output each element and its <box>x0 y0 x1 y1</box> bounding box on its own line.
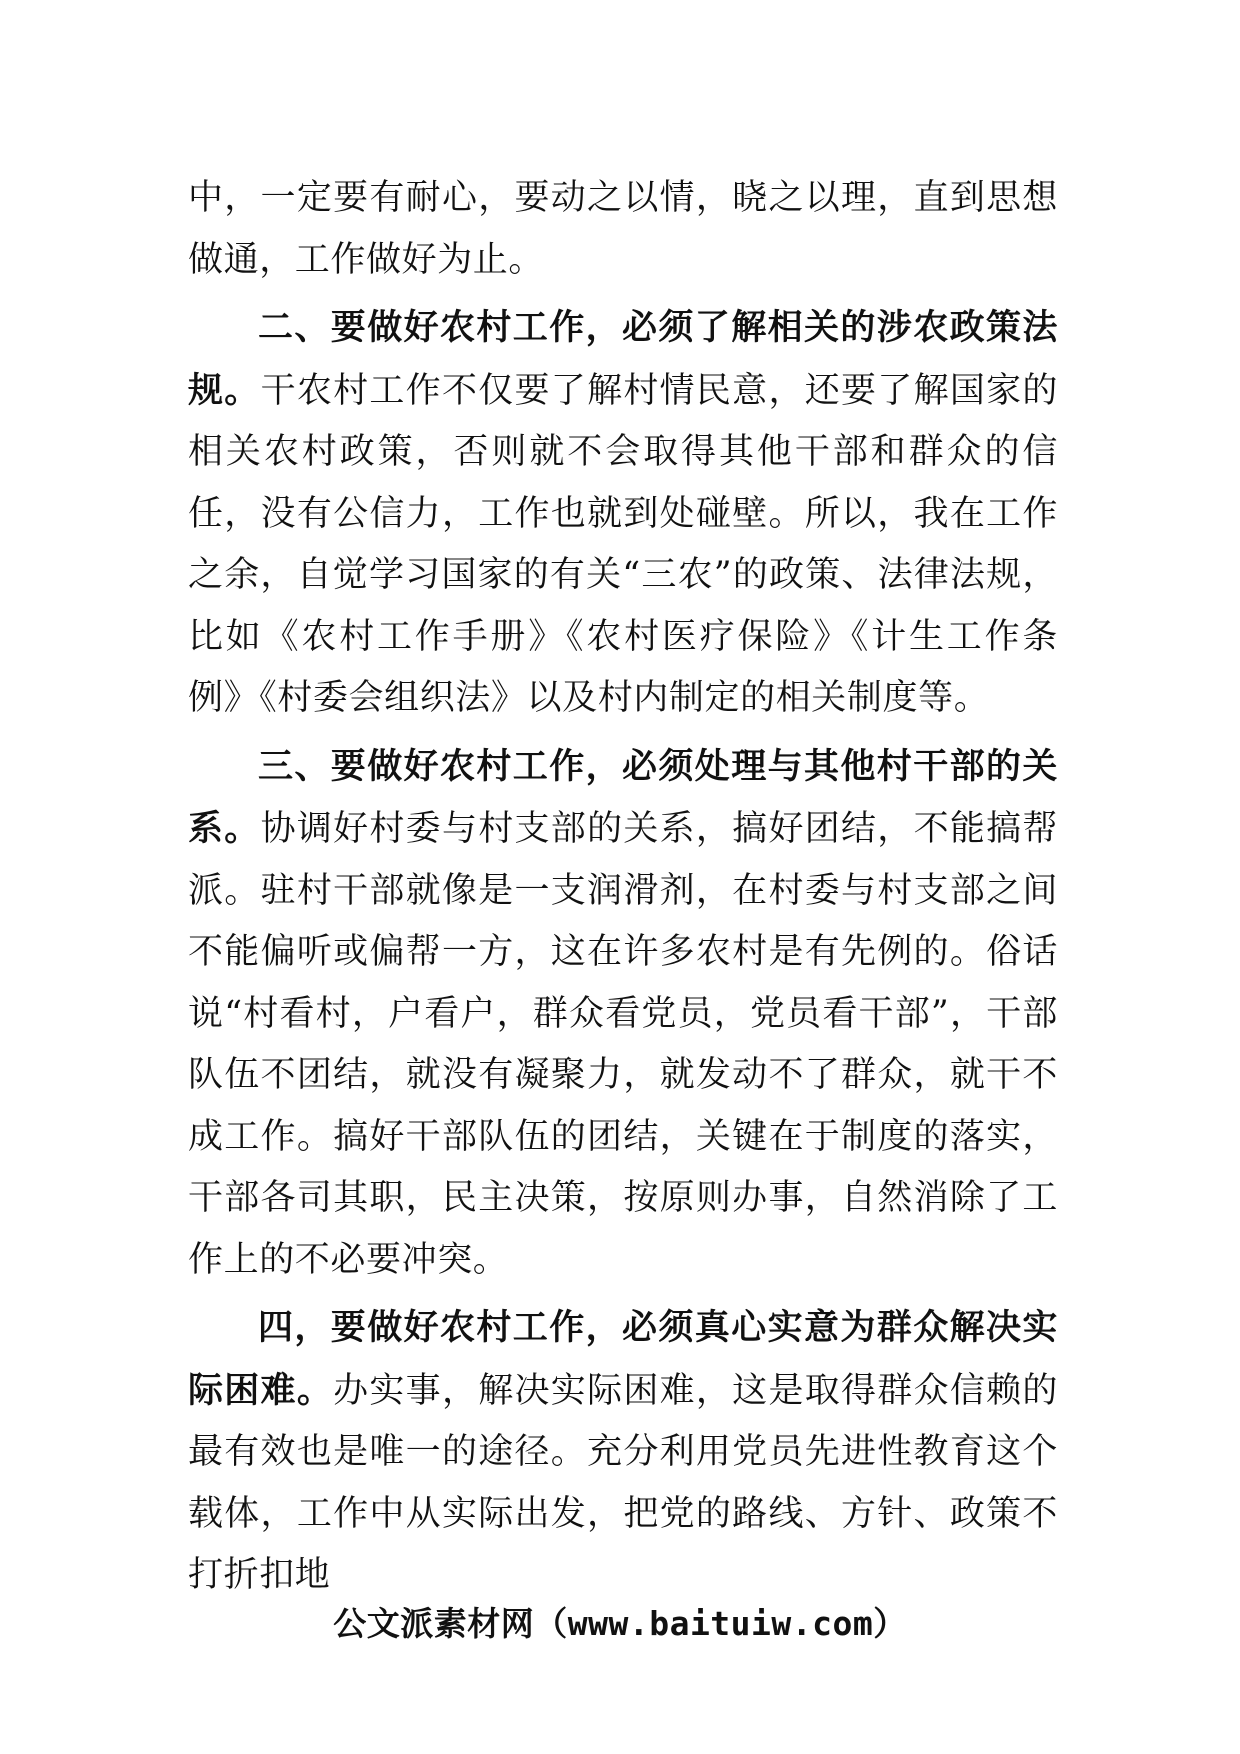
paragraph-section-4 <box>188 1297 1058 1607</box>
paragraph-text: 协调好村委与村支部的关系，搞好团结，不能搞帮派。驻村干部就像是一支润滑剂，在村委与村支部之间不能偏听或偏帮一方，这在许多农村是有先例的。俗话说“村看村，户看户，群众看党员，党员看干部”，干部队伍不团结，就没有凝聚力，就发动不了群众，就干不成工作。搞好干部队伍的团结，关键在于制度的落实，干部各司其职，民主决策，按原则办事，自然消除了工作上的不必要冲突。 <box>188 809 1059 1280</box>
section-heading: 三、要做好农村工作，必须处理与其他村干部的关系。 <box>188 745 1058 849</box>
paragraph-continuation <box>188 168 1058 291</box>
page-footer <box>0 1598 1240 1645</box>
section-heading: 四，要做好农村工作，必须真心实意为群众解决实际困难。 <box>188 1307 1058 1411</box>
footer-site-name: 公文派素材网 <box>333 1604 535 1643</box>
paragraph-section-2 <box>188 297 1058 730</box>
footer-url: （www.baituiw.com） <box>534 1604 907 1643</box>
section-heading: 二、要做好农村工作，必须了解相关的涉农政策法规。 <box>188 307 1058 411</box>
paragraph-text: 干农村工作不仅要了解村情民意，还要了解国家的相关农村政策，否则就不会取得其他干部和群众的信任，没有公信力，工作也就到处碰壁。所以，我在工作之余，自觉学习国家的有关“三农”的政策、法律法规，比如《农村工作手册》《农村医疗保险》《计生工作条例》《村委会组织法》以及村内制定的相关制度等。 <box>188 370 1059 718</box>
paragraph-text: 中，一定要有耐心，要动之以情，晓之以理，直到思想做通，工作做好为止。 <box>188 178 1058 280</box>
paragraph-section-3 <box>188 736 1058 1292</box>
paragraph-text: 办实事，解决实际困难，这是取得群众信赖的最有效也是唯一的途径。充分利用党员先进性教育这个载体，工作中从实际出发，把党的路线、方针、政策不打折扣地 <box>188 1370 1058 1595</box>
document-body <box>188 168 1058 1607</box>
